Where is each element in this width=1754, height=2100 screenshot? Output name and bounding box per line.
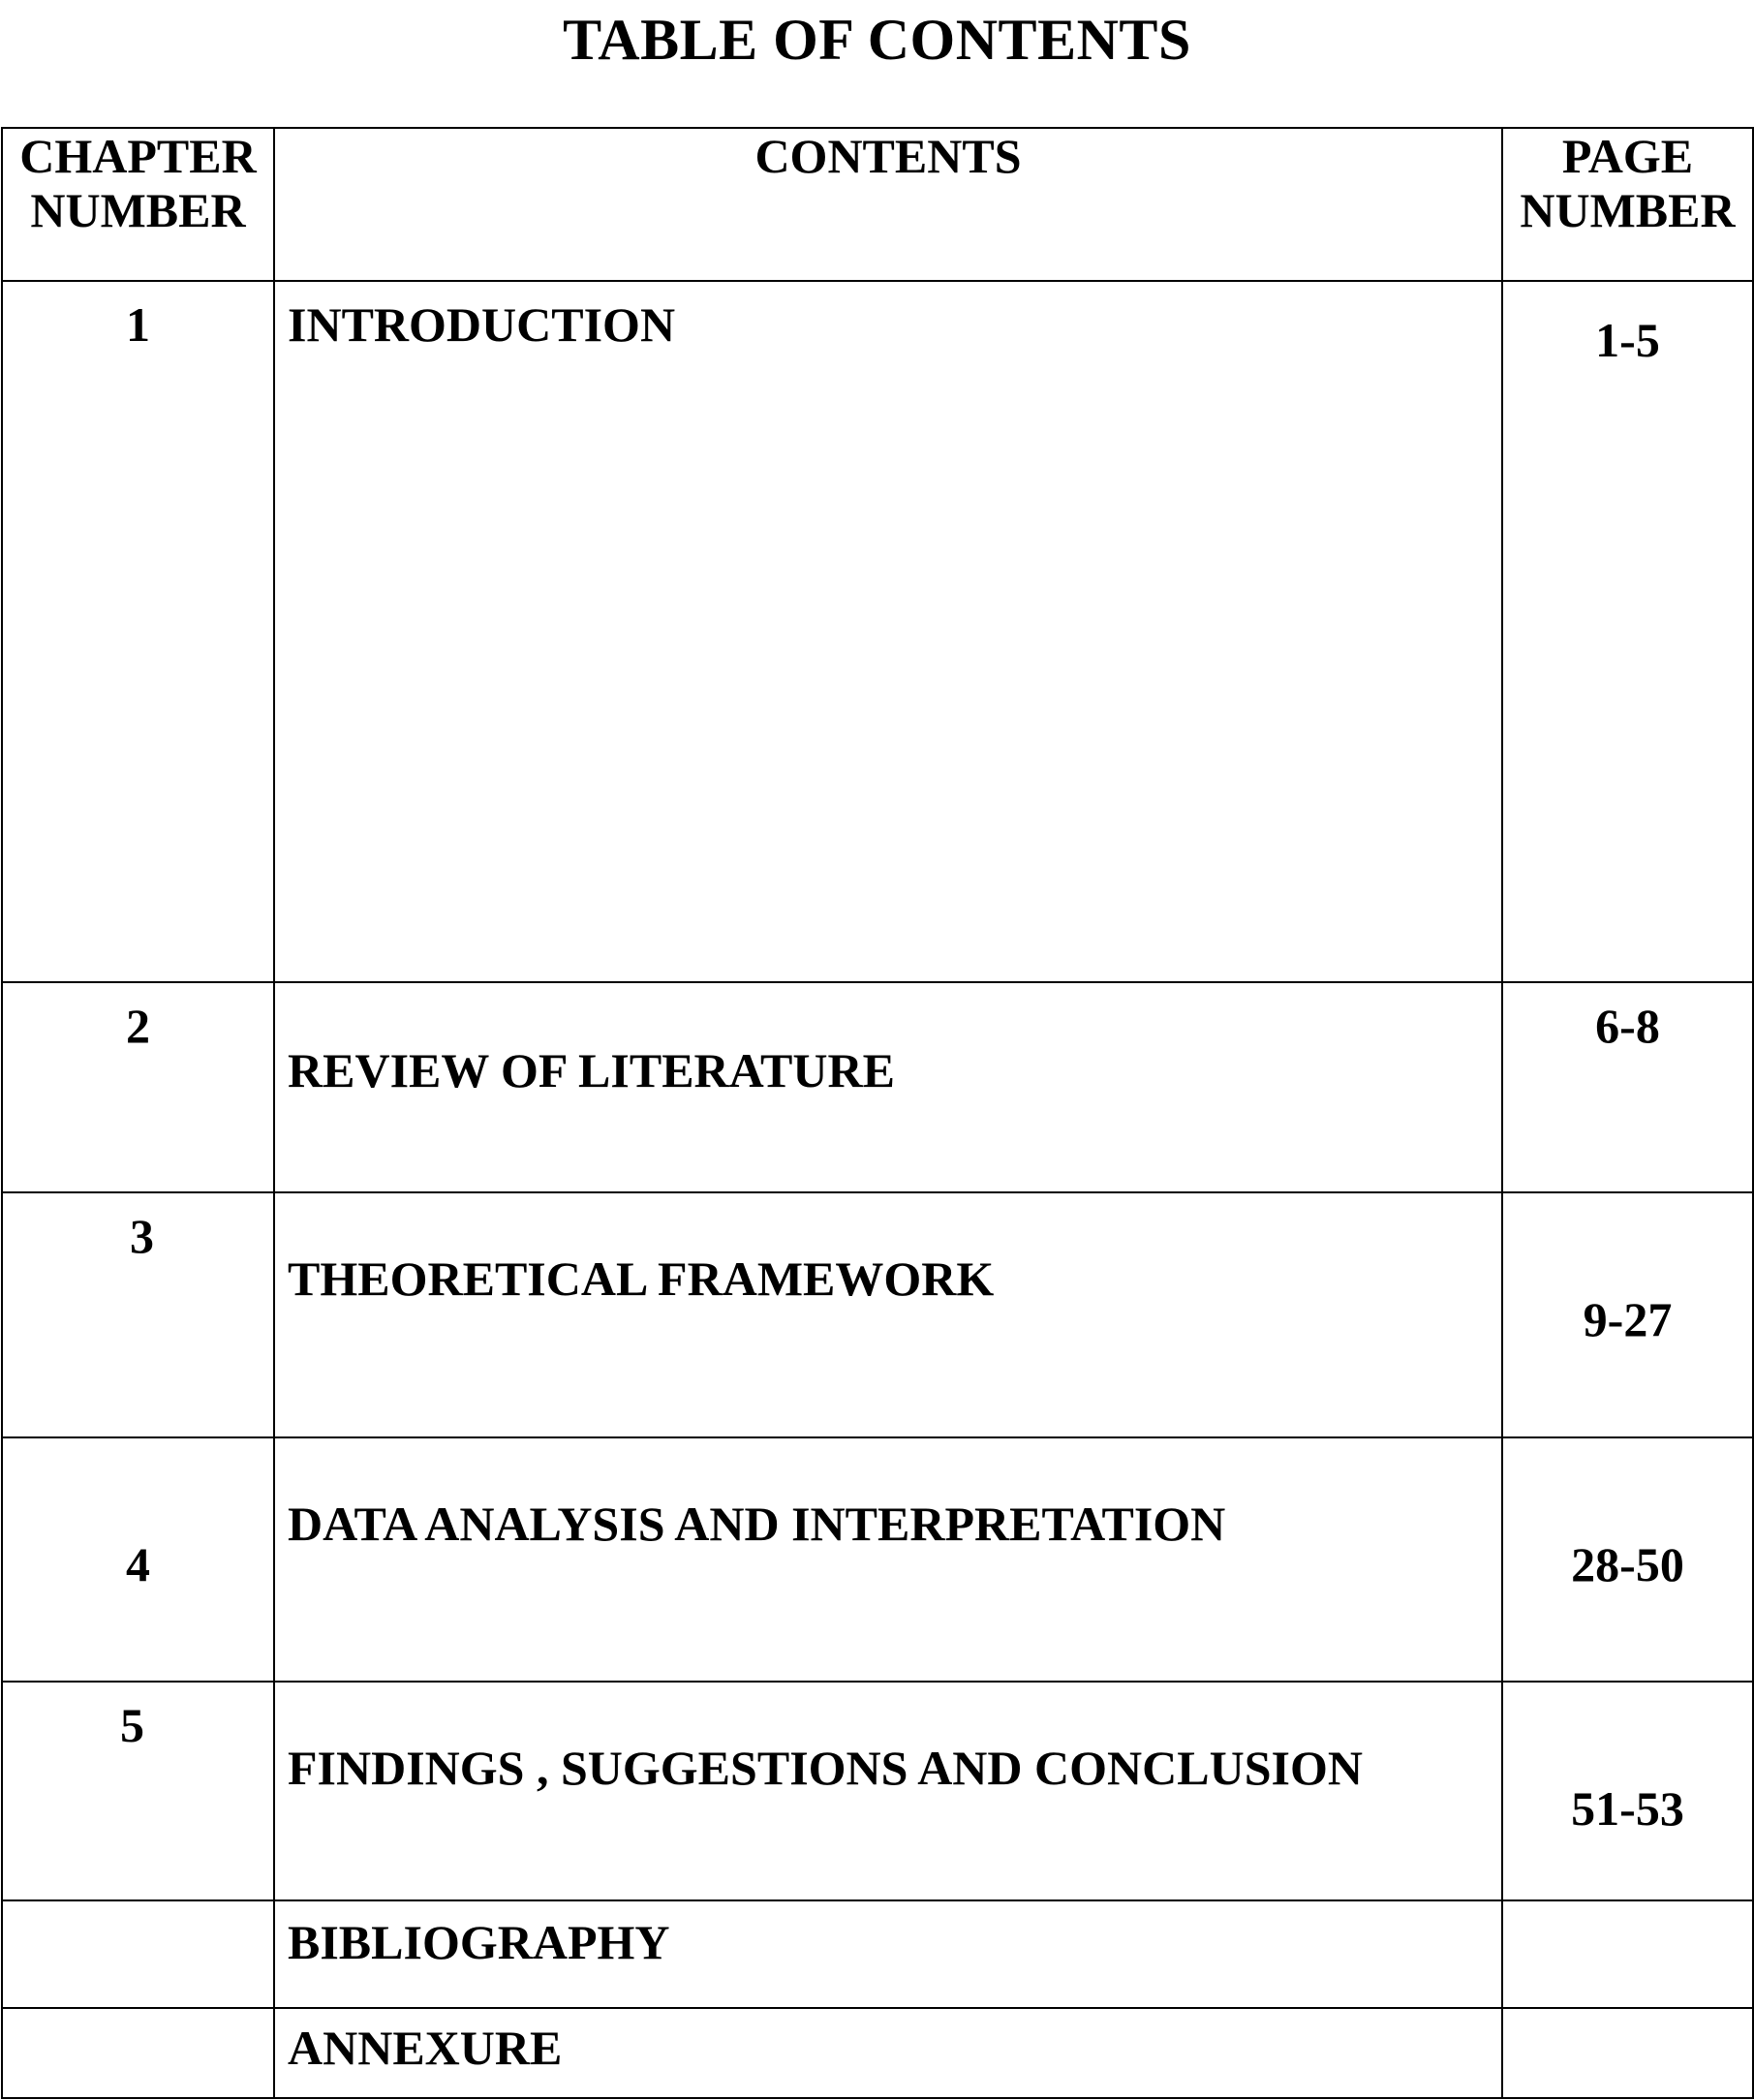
page-cell	[1502, 281, 1753, 982]
chapter-cell	[2, 1900, 274, 2008]
page-cell	[1502, 1192, 1753, 1437]
chapter-number: 4	[126, 1537, 150, 1591]
page-range: 6-8	[1595, 999, 1660, 1053]
contents-title: DATA ANALYSIS AND INTERPRETATION	[288, 1497, 1226, 1551]
header-page-number	[1502, 128, 1753, 281]
page-title: TABLE OF CONTENTS	[563, 8, 1191, 72]
contents-title: BIBLIOGRAPHY	[288, 1915, 670, 1969]
table-row	[2, 982, 1753, 1192]
chapter-cell	[2, 2008, 274, 2098]
chapter-cell	[2, 281, 274, 982]
page-range: 51-53	[1571, 1781, 1684, 1836]
header-page-line2: NUMBER	[1520, 183, 1736, 237]
table-row	[2, 1192, 1753, 1437]
table-row	[2, 1900, 1753, 2008]
page-cell	[1502, 1900, 1753, 2008]
contents-cell	[274, 982, 1502, 1192]
chapter-cell	[2, 1682, 274, 1900]
contents-title: REVIEW OF LITERATURE	[288, 1043, 895, 1097]
contents-title: FINDINGS , SUGGESTIONS AND CONCLUSION	[288, 1741, 1363, 1795]
contents-title: THEORETICAL FRAMEWORK	[288, 1251, 995, 1306]
contents-title: ANNEXURE	[288, 2021, 563, 2075]
header-chapter-line2: NUMBER	[30, 183, 246, 237]
chapter-number: 3	[130, 1209, 154, 1263]
header-contents	[274, 128, 1502, 281]
page-cell	[1502, 1437, 1753, 1682]
page-cell	[1502, 1682, 1753, 1900]
header-page-line1: PAGE	[1561, 129, 1694, 183]
chapter-cell	[2, 1437, 274, 1682]
contents-cell	[274, 1192, 1502, 1437]
contents-title: INTRODUCTION	[288, 297, 676, 352]
toc-table	[1, 127, 1754, 2099]
chapter-cell	[2, 982, 274, 1192]
header-contents-label: CONTENTS	[754, 129, 1022, 183]
page-range: 28-50	[1571, 1537, 1684, 1591]
table-row	[2, 2008, 1753, 2098]
header-chapter-number	[2, 128, 274, 281]
table-row	[2, 1437, 1753, 1682]
contents-cell	[274, 1900, 1502, 2008]
table-row	[2, 1682, 1753, 1900]
page-range: 9-27	[1583, 1292, 1673, 1346]
header-chapter-line1: CHAPTER	[19, 129, 257, 183]
contents-cell	[274, 1437, 1502, 1682]
page-cell	[1502, 982, 1753, 1192]
contents-cell	[274, 2008, 1502, 2098]
contents-cell	[274, 1682, 1502, 1900]
chapter-number: 2	[126, 999, 150, 1053]
page-range: 1-5	[1595, 313, 1660, 367]
contents-cell	[274, 281, 1502, 982]
page-cell	[1502, 2008, 1753, 2098]
chapter-cell	[2, 1192, 274, 1437]
chapter-number: 5	[120, 1698, 144, 1752]
table-row	[2, 281, 1753, 982]
chapter-number: 1	[126, 297, 150, 352]
table-header-row	[2, 128, 1753, 281]
